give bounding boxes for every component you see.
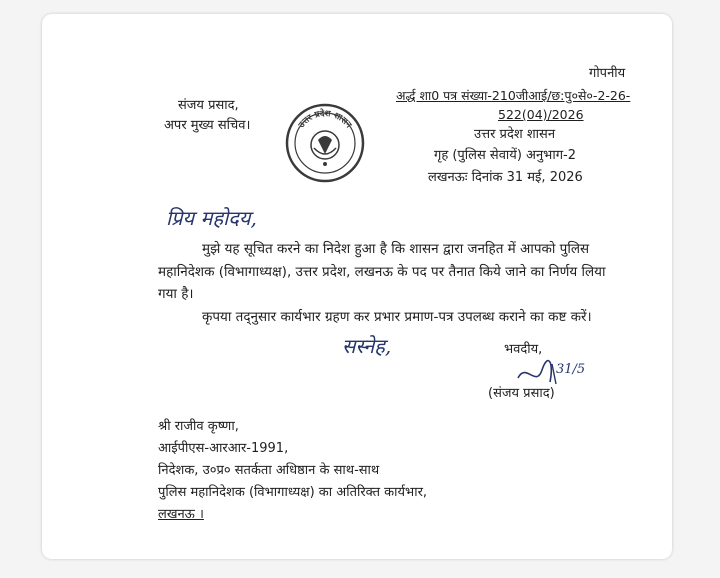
letter-number: अर्द्ध शा0 पत्र संख्या-210जीआई/छ:पु०से०-2-26- [396,88,631,103]
signature-date-handwritten: 31/5 [556,362,586,377]
letter-sheet [42,14,672,559]
government-name: उत्तर प्रदेश शासन [474,127,556,142]
sender-designation: अपर मुख्य सचिव। [164,118,251,133]
classification-label: गोपनीय [589,66,626,81]
signatory-name: (संजय प्रसाद) [488,386,555,401]
recipient-current-post: निदेशक, उ०प्र० सतर्कता अधिष्ठान के साथ-साथ [158,463,380,478]
yours-faithfully: भवदीय, [504,342,543,357]
state-emblem-seal [284,102,366,184]
body-paragraph2: कृपया तद्नुसार कार्यभार ग्रहण कर प्रभार प्रमाण-पत्र उपलब्ध कराने का कष्ट करें। [202,309,592,325]
recipient-additional-charge: पुलिस महानिदेशक (विभागाध्यक्ष) का अतिरिक्त कार्यभार, [158,485,428,500]
recipient-name: श्री राजीव कृष्णा, [158,419,239,434]
place-and-date: लखनऊः दिनांक 31 मई, 2026 [428,170,583,185]
sender-name: संजय प्रसाद, [178,98,239,113]
salutation-handwritten: प्रिय महोदय, [166,206,257,230]
closing-handwritten: सस्नेह, [342,334,392,358]
recipient-service: आईपीएस-आरआर-1991, [158,441,289,456]
letter-number-continued: 522(04)/2026 [498,107,584,122]
body-paragraph1-line2: महानिदेशक (विभागाध्यक्ष), उत्तर प्रदेश, लखनऊ के पद पर तैनात किये जाने का निर्णय लिया [158,264,606,280]
department-name: गृह (पुलिस सेवायें) अनुभाग-2 [434,148,576,163]
body-paragraph1-line3: गया है। [158,286,194,302]
seal-text: उत्तर प्रदेश शासन [296,108,354,131]
recipient-city: लखनऊ । [158,507,204,522]
body-paragraph1-line1: मुझे यह सूचित करने का निदेश हुआ है कि शासन द्वारा जनहित में आपको पुलिस [202,241,590,257]
